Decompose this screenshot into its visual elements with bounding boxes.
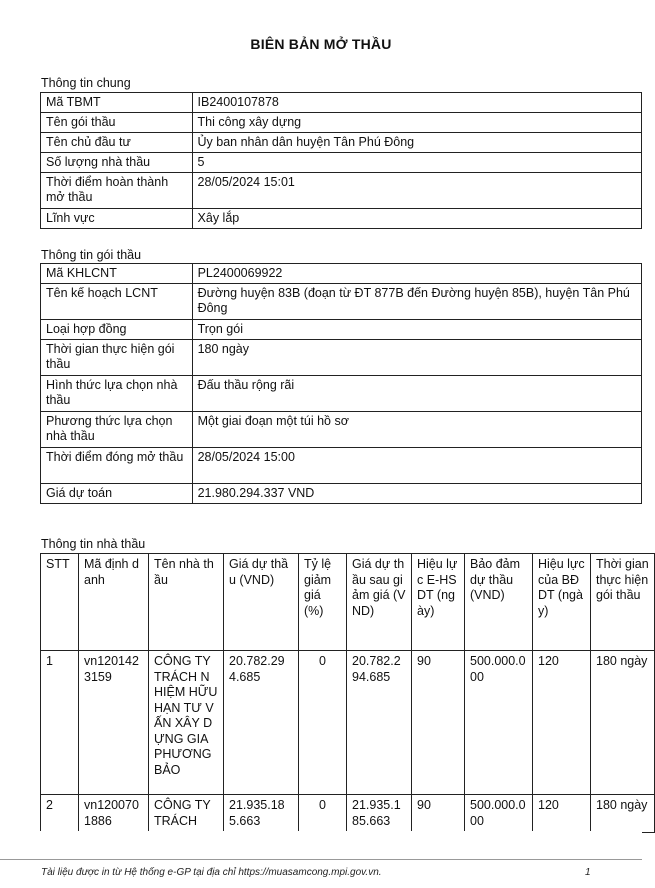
bidder-column-header: Tên nhà thầu bbox=[149, 554, 224, 651]
package-info-value: Một giai đoạn một túi hồ sơ bbox=[192, 412, 641, 448]
page-break-area bbox=[0, 831, 642, 861]
bidder-cell: 20.782.294.685 bbox=[224, 651, 299, 795]
package-info-table bbox=[40, 263, 642, 504]
document-title: BIÊN BẢN MỞ THẦU bbox=[250, 36, 392, 52]
package-info-value: Đường huyện 83B (đoạn từ ĐT 877B đến Đường huyện 85B), huyện Tân Phú Đông bbox=[192, 284, 641, 320]
package-info-value: 21.980.294.337 VND bbox=[192, 484, 641, 504]
general-info-value: 28/05/2024 15:01 bbox=[192, 173, 641, 209]
package-info-label: Phương thức lựa chọn nhà thầu bbox=[41, 412, 193, 448]
page-number: 1 bbox=[585, 867, 591, 878]
bidder-column-header: Hiệu lực của BĐ DT (ngày) bbox=[533, 554, 591, 651]
general-info-row bbox=[41, 209, 642, 229]
general-info-row bbox=[41, 173, 642, 209]
package-info-value: 28/05/2024 15:00 bbox=[192, 448, 641, 484]
bidder-cell: 21.935.185.663 bbox=[224, 795, 299, 833]
package-info-value: Đấu thầu rộng rãi bbox=[192, 376, 641, 412]
package-info-row bbox=[41, 412, 642, 448]
footer-divider bbox=[0, 859, 642, 860]
general-info-label: Thời điểm hoàn thành mở thầu bbox=[41, 173, 193, 209]
bidder-column-header: STT bbox=[41, 554, 79, 651]
package-info-row bbox=[41, 320, 642, 340]
package-info-heading: Thông tin gói thầu bbox=[41, 248, 142, 262]
bidder-row bbox=[41, 795, 655, 833]
general-info-value: Xây lắp bbox=[192, 209, 641, 229]
bidder-row bbox=[41, 651, 655, 795]
general-info-row bbox=[41, 93, 642, 113]
bidder-cell: 2 bbox=[41, 795, 79, 833]
general-info-label: Tên chủ đầu tư bbox=[41, 133, 193, 153]
general-info-value: 5 bbox=[192, 153, 641, 173]
package-info-row bbox=[41, 284, 642, 320]
general-info-value: Ủy ban nhân dân huyện Tân Phú Đông bbox=[192, 133, 641, 153]
package-info-label: Mã KHLCNT bbox=[41, 264, 193, 284]
package-info-value: PL2400069922 bbox=[192, 264, 641, 284]
bidder-column-header: Tỷ lệ giảm giá (%) bbox=[299, 554, 347, 651]
bidder-table bbox=[40, 553, 655, 833]
footer-note: Tài liệu được in từ Hệ thống e-GP tại địa chỉ https://muasamcong.mpi.gov.vn. bbox=[41, 867, 382, 878]
general-info-row bbox=[41, 133, 642, 153]
general-info-value: IB2400107878 bbox=[192, 93, 641, 113]
general-info-row bbox=[41, 113, 642, 133]
general-info-table bbox=[40, 92, 642, 229]
bidder-cell: 120 bbox=[533, 795, 591, 833]
package-info-label: Tên kế hoạch LCNT bbox=[41, 284, 193, 320]
package-info-row bbox=[41, 264, 642, 284]
bidder-cell: 90 bbox=[412, 651, 465, 795]
package-info-value: 180 ngày bbox=[192, 340, 641, 376]
bidder-column-header: Giá dự thầu sau giảm giá (VND) bbox=[347, 554, 412, 651]
general-info-label: Mã TBMT bbox=[41, 93, 193, 113]
bidder-cell: 20.782.294.685 bbox=[347, 651, 412, 795]
bidder-cell: vn1200701886 bbox=[79, 795, 149, 833]
bidder-column-header: Hiệu lực E-HSDT (ngày) bbox=[412, 554, 465, 651]
package-info-label: Thời gian thực hiện gói thầu bbox=[41, 340, 193, 376]
package-info-label: Thời điểm đóng mở thầu bbox=[41, 448, 193, 484]
bidder-column-header: Mã định danh bbox=[79, 554, 149, 651]
general-info-heading: Thông tin chung bbox=[41, 76, 131, 90]
bidder-cell: 180 ngày bbox=[591, 651, 655, 795]
general-info-label: Số lượng nhà thầu bbox=[41, 153, 193, 173]
bidder-cell: CÔNG TY TRÁCH NHIỆM HỮU HẠN TƯ VẤN XÂY DỰNG GIA PHƯƠNG BẢO bbox=[149, 651, 224, 795]
bidder-cell: CÔNG TY TRÁCH bbox=[149, 795, 224, 833]
bidder-info-heading: Thông tin nhà thầu bbox=[41, 537, 146, 551]
general-info-label: Lĩnh vực bbox=[41, 209, 193, 229]
bidder-cell: vn1201423159 bbox=[79, 651, 149, 795]
package-info-row bbox=[41, 376, 642, 412]
package-info-label: Hình thức lựa chọn nhà thầu bbox=[41, 376, 193, 412]
package-info-value: Trọn gói bbox=[192, 320, 641, 340]
bidder-column-header: Thời gian thực hiện gói thầu bbox=[591, 554, 655, 651]
general-info-row bbox=[41, 153, 642, 173]
package-info-row bbox=[41, 484, 642, 504]
package-info-row bbox=[41, 340, 642, 376]
package-info-label: Giá dự toán bbox=[41, 484, 193, 504]
bidder-cell: 180 ngày bbox=[591, 795, 655, 833]
bidder-cell: 21.935.185.663 bbox=[347, 795, 412, 833]
bidder-cell: 120 bbox=[533, 651, 591, 795]
general-info-value: Thi công xây dựng bbox=[192, 113, 641, 133]
package-info-row bbox=[41, 448, 642, 484]
bidder-cell: 1 bbox=[41, 651, 79, 795]
bidder-cell: 500.000.000 bbox=[465, 651, 533, 795]
bidder-cell: 90 bbox=[412, 795, 465, 833]
package-info-label: Loại hợp đồng bbox=[41, 320, 193, 340]
bidder-cell: 500.000.000 bbox=[465, 795, 533, 833]
general-info-label: Tên gói thầu bbox=[41, 113, 193, 133]
bidder-column-header: Bảo đảm dự thầu (VND) bbox=[465, 554, 533, 651]
bidder-cell: 0 bbox=[299, 795, 347, 833]
bidder-cell: 0 bbox=[299, 651, 347, 795]
bidder-column-header: Giá dự thầu (VND) bbox=[224, 554, 299, 651]
